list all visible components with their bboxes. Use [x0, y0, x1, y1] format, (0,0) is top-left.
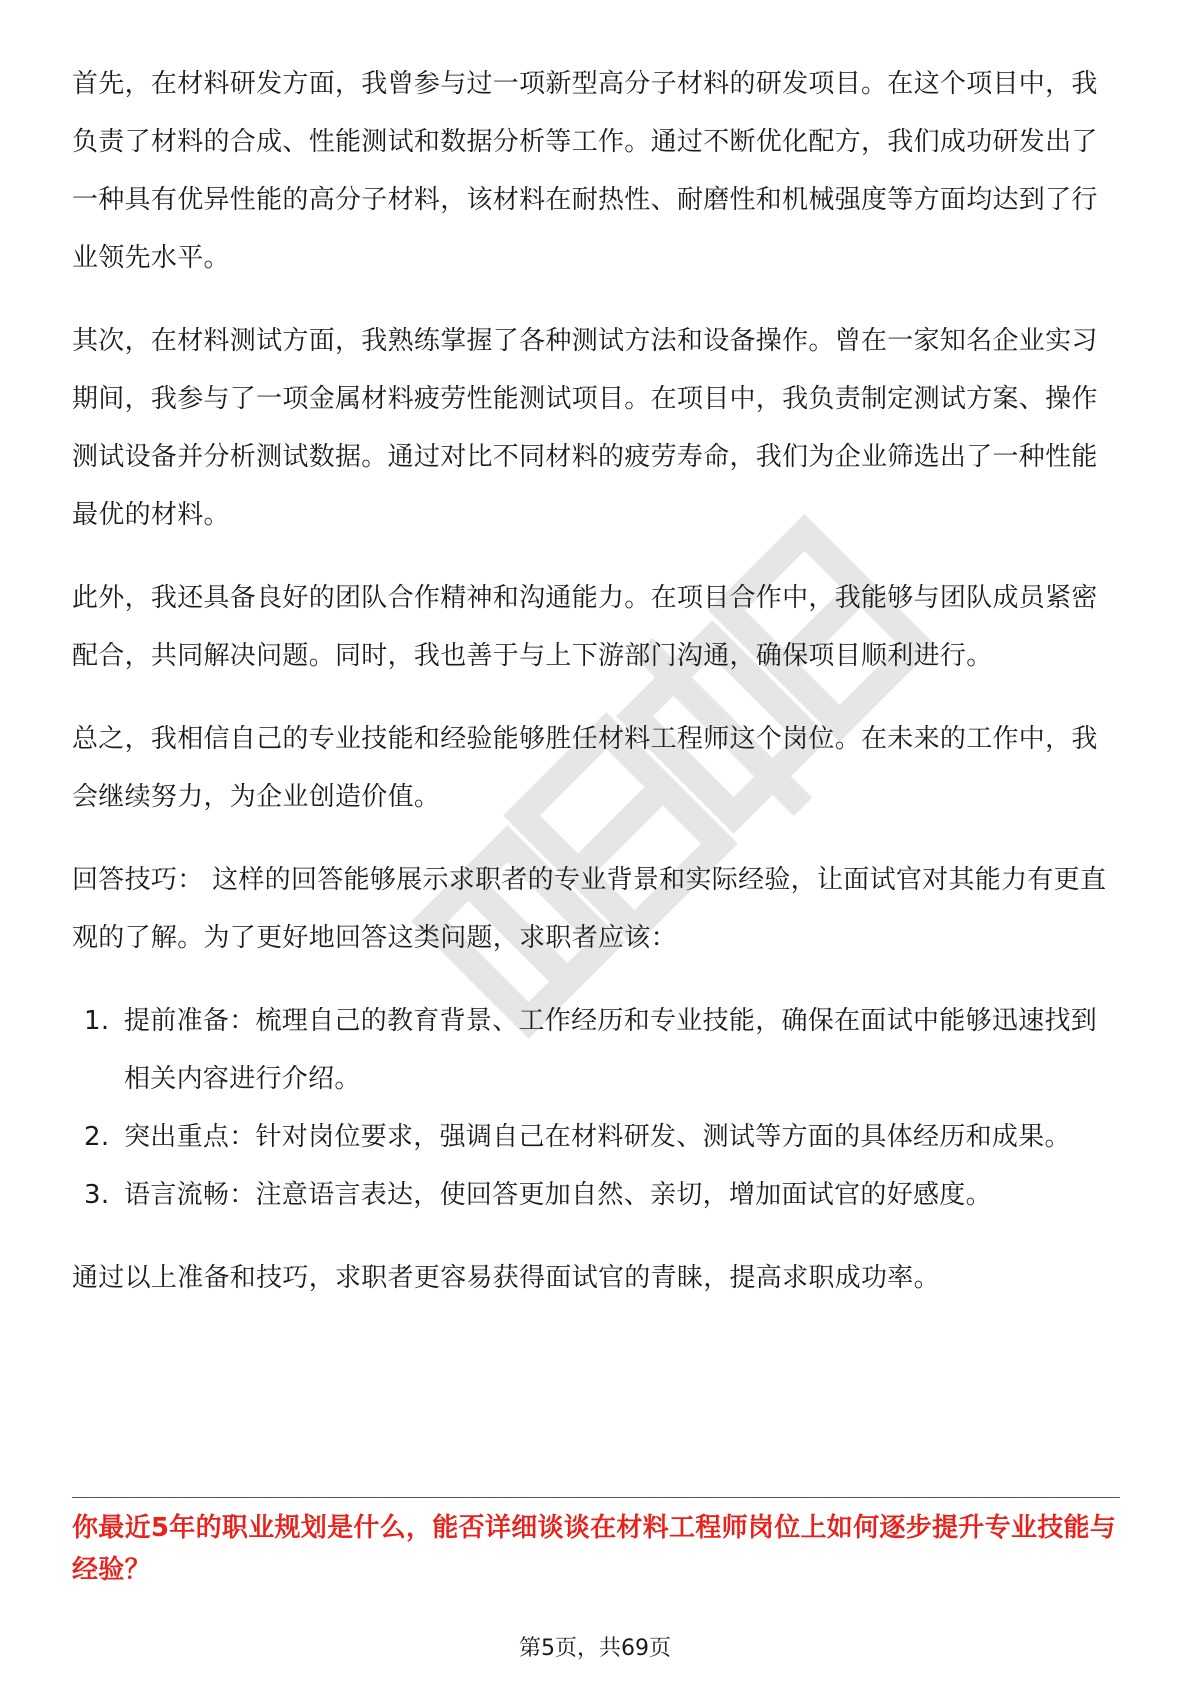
list-item-text: 突出重点：针对岗位要求，强调自己在材料研发、测试等方面的具体经历和成果。	[124, 1122, 1071, 1152]
next-question-heading: 你最近5年的职业规划是什么，能否详细谈谈在材料工程师岗位上如何逐步提升专业技能与经验？	[72, 1513, 1117, 1585]
list-number: 1.	[84, 1006, 110, 1036]
tips-list	[72, 992, 1120, 1224]
section-divider	[72, 1497, 1120, 1498]
paragraph-summary: 总之，我相信自己的专业技能和经验能够胜任材料工程师这个岗位。在未来的工作中，我会继续努力，为企业创造价值。	[72, 724, 1098, 812]
paragraph-closing: 通过以上准备和技巧，求职者更容易获得面试官的青睐，提高求职成功率。	[72, 1263, 940, 1293]
paragraph-testing: 其次，在材料测试方面，我熟练掌握了各种测试方法和设备操作。曾在一家知名企业实习期间，我参与了一项金属材料疲劳性能测试项目。在项目中，我负责制定测试方案、操作测试设备并分析测试数据。通过对比不同材料的疲劳寿命，我们为企业筛选出了一种性能最优的材料。	[72, 326, 1098, 530]
list-item-text: 语言流畅：注意语言表达，使回答更加自然、亲切，增加面试官的好感度。	[124, 1180, 992, 1210]
paragraph-teamwork: 此外，我还具备良好的团队合作精神和沟通能力。在项目合作中，我能够与团队成员紧密配合，共同解决问题。同时，我也善于与上下游部门沟通，确保项目顺利进行。	[72, 583, 1098, 671]
main-content	[72, 55, 1120, 1332]
paragraph-research: 首先，在材料研发方面，我曾参与过一项新型高分子材料的研发项目。在这个项目中，我负责了材料的合成、性能测试和数据分析等工作。通过不断优化配方，我们成功研发出了一种具有优异性能的高分子材料，该材料在耐热性、耐磨性和机械强度等方面均达到了行业领先水平。	[72, 69, 1098, 273]
list-item	[72, 1108, 1120, 1166]
list-item-text: 提前准备：梳理自己的教育背景、工作经历和专业技能，确保在面试中能够迅速找到相关内容进行介绍。	[124, 1006, 1098, 1094]
list-item	[72, 992, 1120, 1108]
page-footer: 第5页，共69页	[519, 1636, 671, 1661]
list-number: 3.	[84, 1180, 110, 1210]
paragraph-answer-tips: 回答技巧： 这样的回答能够展示求职者的专业背景和实际经验，让面试官对其能力有更直观的了解。为了更好地回答这类问题，求职者应该：	[72, 865, 1107, 953]
list-number: 2.	[84, 1122, 110, 1152]
list-item	[72, 1166, 1120, 1224]
